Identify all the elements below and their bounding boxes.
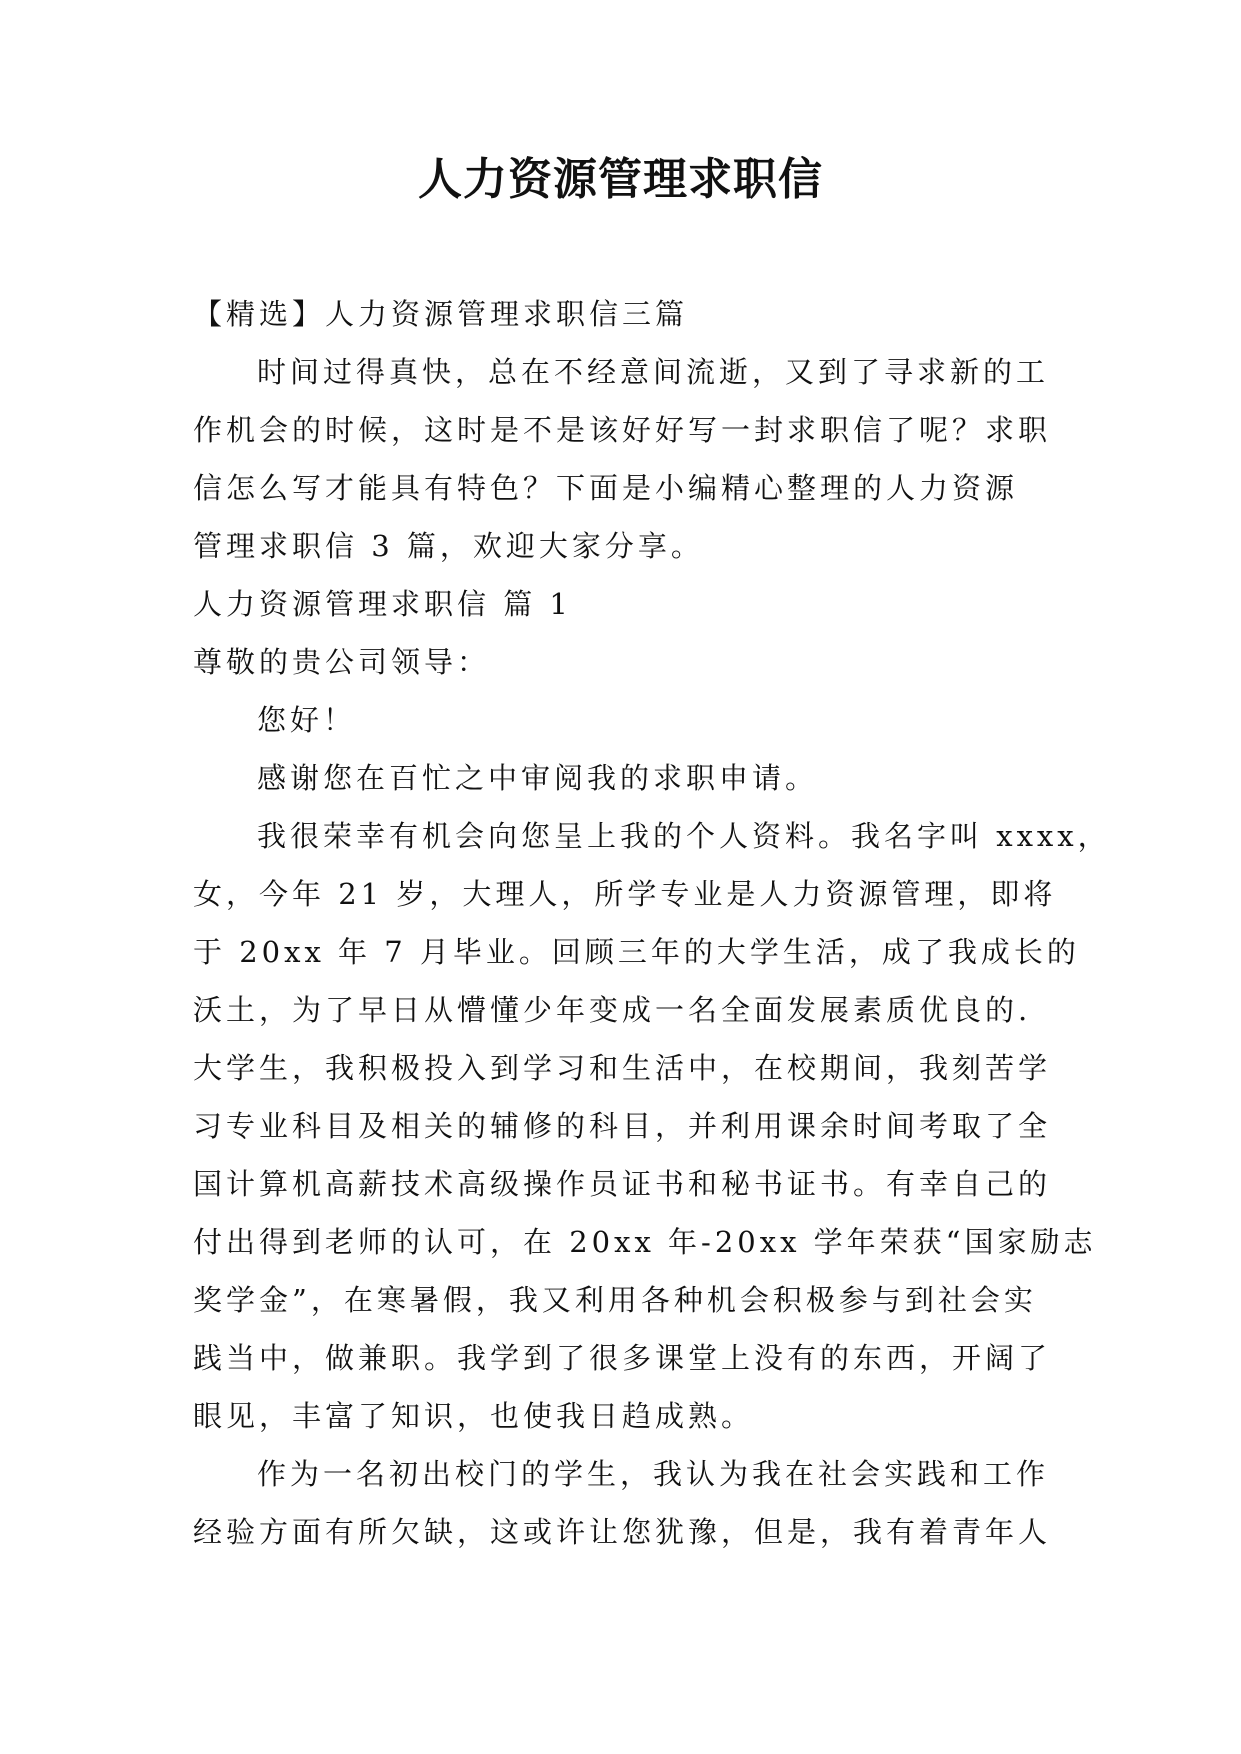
intro-paragraph-line-2: 作机会的时候，这时是不是该好好写一封求职信了呢？求职 — [193, 413, 1052, 447]
body-paragraph-1-line-9: 奖学金”，在寒暑假，我又利用各种机会积极参与到社会实 — [193, 1283, 1037, 1317]
intro-paragraph-line-1: 时间过得真快，总在不经意间流逝，又到了寻求新的工 — [257, 355, 1050, 389]
subtitle-line: 【精选】人力资源管理求职信三篇 — [193, 297, 689, 331]
document-body — [193, 285, 1111, 1561]
body-paragraph-1-line-4: 沃土，为了早日从懵懂少年变成一名全面发展素质优良的. — [193, 993, 1032, 1027]
body-paragraph-1-line-8: 付出得到老师的认可，在 20xx 年-20xx 学年荣获“国家励志 — [193, 1225, 1097, 1259]
body-paragraph-2-line-2: 经验方面有所欠缺，这或许让您犹豫，但是，我有着青年人 — [193, 1515, 1052, 1549]
document-title: 人力资源管理求职信 — [418, 154, 823, 205]
body-paragraph-1-line-5: 大学生，我积极投入到学习和生活中，在校期间，我刻苦学 — [193, 1051, 1052, 1085]
body-paragraph-1-line-11: 眼见，丰富了知识，也使我日趋成熟。 — [193, 1399, 755, 1433]
greeting: 您好！ — [257, 703, 357, 737]
thanks-line: 感谢您在百忙之中审阅我的求职申请。 — [257, 761, 819, 795]
section-heading: 人力资源管理求职信 篇 1 — [193, 587, 572, 621]
body-paragraph-1-line-3: 于 20xx 年 7 月毕业。回顾三年的大学生活，成了我成长的 — [193, 935, 1080, 969]
body-paragraph-1-line-1: 我很荣幸有机会向您呈上我的个人资料。我名字叫 xxxx， — [257, 819, 1111, 853]
body-paragraph-1-line-7: 国计算机高薪技术高级操作员证书和秘书证书。有幸自己的 — [193, 1167, 1052, 1201]
intro-paragraph-line-3: 信怎么写才能具有特色？下面是小编精心整理的人力资源 — [193, 471, 1019, 505]
body-paragraph-1-line-10: 践当中，做兼职。我学到了很多课堂上没有的东西，开阔了 — [193, 1341, 1052, 1375]
body-paragraph-1-line-2: 女，今年 21 岁，大理人，所学专业是人力资源管理，即将 — [193, 877, 1057, 911]
body-paragraph-1-line-6: 习专业科目及相关的辅修的科目，并利用课余时间考取了全 — [193, 1109, 1052, 1143]
salutation: 尊敬的贵公司领导： — [193, 645, 491, 679]
body-paragraph-2-line-1: 作为一名初出校门的学生，我认为我在社会实践和工作 — [257, 1457, 1050, 1491]
intro-paragraph-line-4: 管理求职信 3 篇，欢迎大家分享。 — [193, 529, 704, 563]
